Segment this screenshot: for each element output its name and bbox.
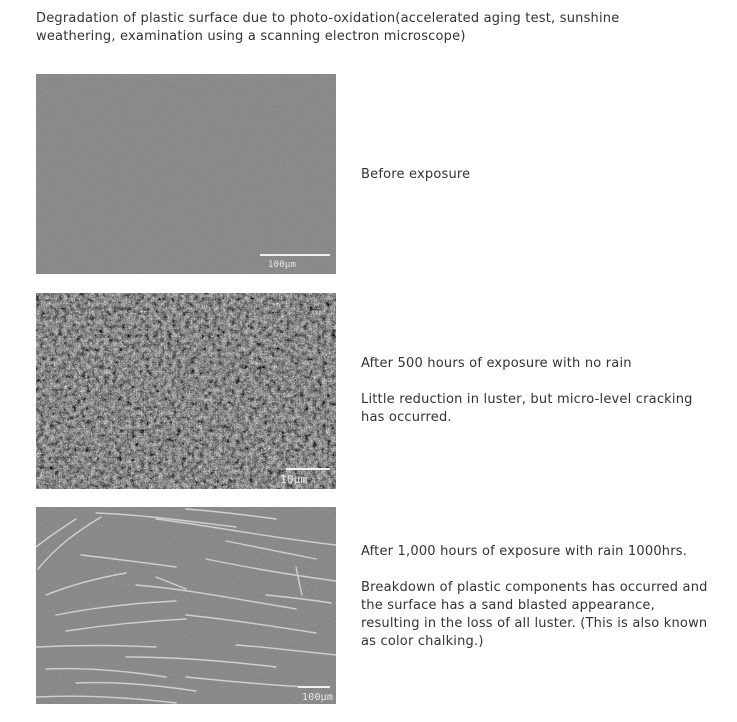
caption-heading: After 1,000 hours of exposure with rain 1000hrs. xyxy=(361,544,688,559)
sem-image-before-exposure xyxy=(36,74,336,274)
sem-image-500-hours xyxy=(36,293,336,489)
scale-bar-label: 100μm xyxy=(302,692,334,703)
caption-500-hours xyxy=(361,355,711,445)
caption-note: Little reduction in luster, but micro-level cracking has occurred. xyxy=(361,392,693,425)
page-intro: Degradation of plastic surface due to photo-oxidation(accelerated aging test, sunshine weathering, examination using a scanning electron microscope) xyxy=(36,11,620,44)
caption-note: Breakdown of plastic components has occurred and the surface has a sand blasted appearance, resulting in the loss of all luster. (This is also known as color chalking.) xyxy=(361,580,708,649)
caption-before-exposure xyxy=(361,166,711,202)
scale-bar-label: 10μm xyxy=(280,473,308,486)
sem-image-1000-hours xyxy=(36,507,336,704)
caption-1000-hours xyxy=(361,543,711,669)
caption-heading: Before exposure xyxy=(361,167,471,182)
scale-bar-label: 100μm xyxy=(268,260,297,270)
caption-heading: After 500 hours of exposure with no rain xyxy=(361,356,632,371)
